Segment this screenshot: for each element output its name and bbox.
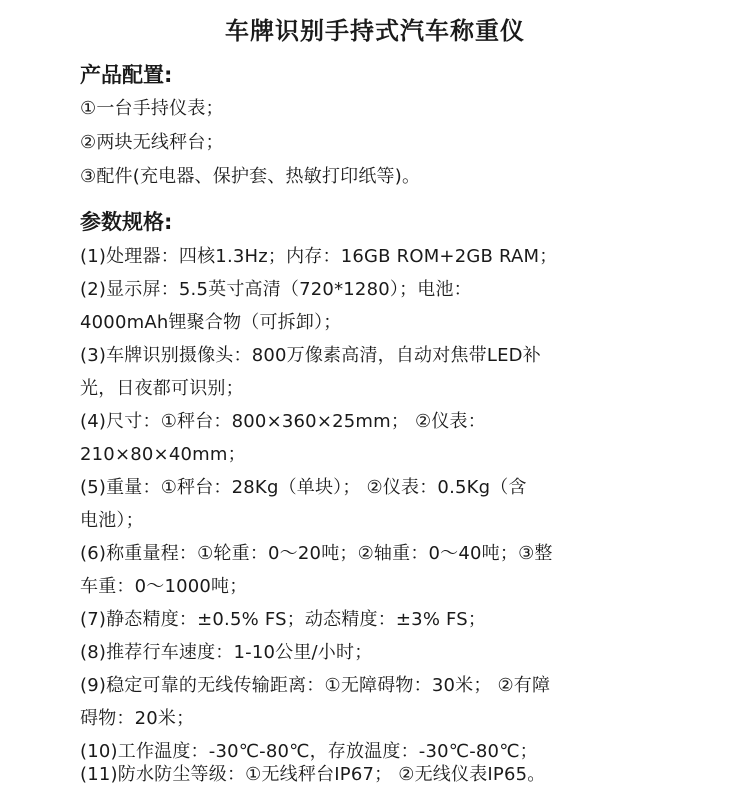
spec-line-6: (4)尺寸：①秤台：800×360×25mm； ②仪表： (80, 411, 486, 432)
spec-line-7: 210×80×40mm； (80, 444, 246, 465)
spec-line-1: (1)处理器：四核1.3Hz；内存：16GB ROM+2GB RAM； (80, 246, 558, 267)
spec-line-8: (5)重量：①秤台：28Kg（单块）； ②仪表：0.5Kg（含 (80, 477, 527, 498)
spec-line-12: (7)静态精度：±0.5% FS；动态精度：±3% FS； (80, 609, 487, 630)
config-item-2: ②两块无线秤台； (80, 132, 224, 153)
spec-line-17: (11)防水防尘等级：①无线秤台IP67； ②无线仪表IP65。 (80, 764, 546, 785)
config-item-1: ①一台手持仪表； (80, 98, 224, 119)
spec-line-11: 车重：0～1000吨； (80, 576, 248, 597)
spec-line-10: (6)称重量程：①轮重：0～20吨；②轴重：0～40吨；③整 (80, 543, 553, 564)
spec-line-5: 光，日夜都可识别； (80, 378, 244, 399)
config-item-3: ③配件(充电器、保护套、热敏打印纸等)。 (80, 166, 421, 187)
specs-heading: 参数规格: (80, 210, 173, 234)
spec-line-16: (10)工作温度：-30℃-80℃，存放温度：-30℃-80℃； (80, 741, 538, 762)
config-heading: 产品配置: (80, 63, 173, 87)
spec-line-14: (9)稳定可靠的无线传输距离：①无障碍物：30米； ②有障 (80, 675, 551, 696)
spec-line-13: (8)推荐行车速度：1-10公里/小时； (80, 642, 373, 663)
document-title: 车牌识别手持式汽车称重仪 (225, 17, 525, 45)
spec-line-3: 4000mAh锂聚合物（可拆卸）； (80, 312, 342, 333)
spec-line-2: (2)显示屏：5.5英寸高清（720*1280）；电池： (80, 279, 472, 300)
spec-line-15: 碍物：20米； (80, 708, 195, 729)
spec-line-9: 电池）； (80, 510, 144, 531)
spec-line-4: (3)车牌识别摄像头：800万像素高清，自动对焦带LED补 (80, 345, 541, 366)
